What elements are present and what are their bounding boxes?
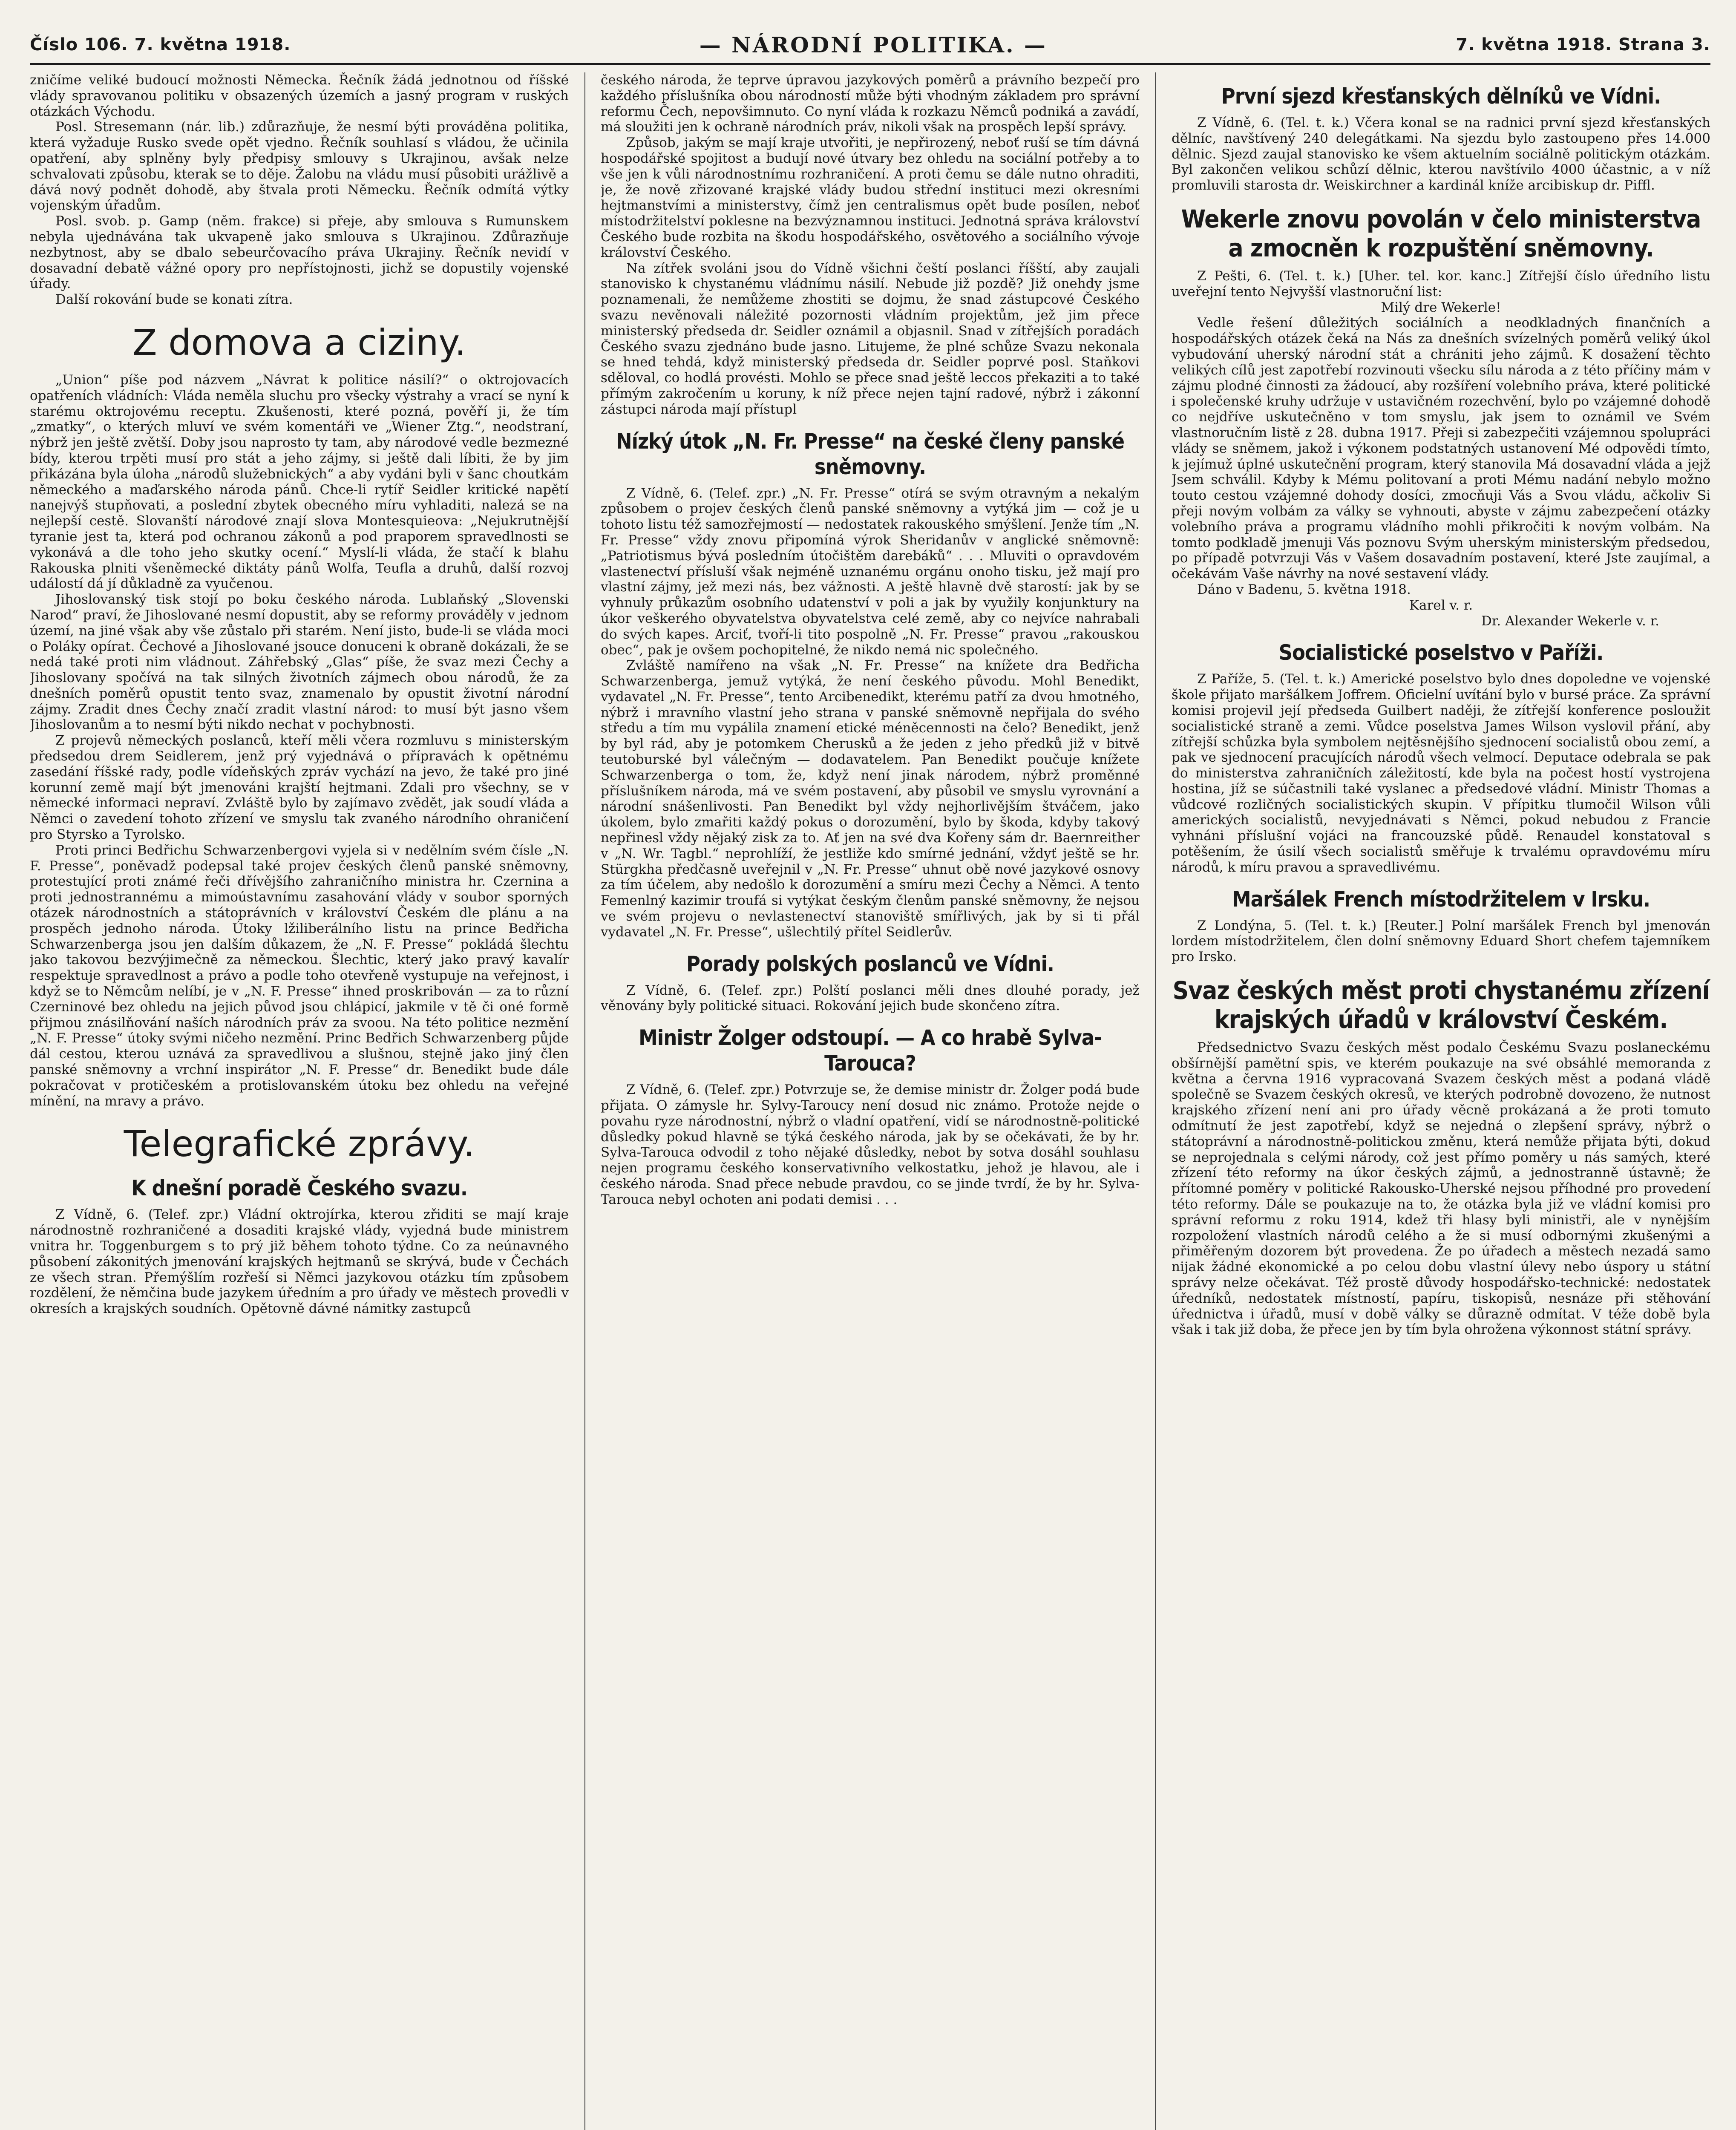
letter-salutation: Milý dre Wekerle! — [1381, 299, 1501, 315]
article-paragraph: Z Londýna, 5. (Tel. t. k.) [Reuter.] Polní maršálek French byl jmenován lordem místodržitelem, člen dolní sněmovny Eduard Short chefem tajemníkem pro Irsko. — [1172, 918, 1710, 965]
article-paragraph: Z Vídně, 6. (Telef. zpr.) Vládní oktrojírka, kterou zřiditi se mají kraje národnostně rozhraničené a dosaditi krajské vlády, vyjedná bude ministrem vnitra hr. Toggenburgem s to prý již během tohoto týdne. Co za neúnavného působení zákonitých jmenování krajských hejtmanů se skrývá, bude v Čechách ze všech stran. Přemýšlím rozřeší si Němci jazykovou otázku tím způsobem rozdělení, že němčina bude jazykem úředním a pro úřady ve městech provedli v okresích a krajských soudních. Opětovně dávné námitky zastupců — [30, 1207, 569, 1317]
newspaper-page — [30, 30, 1710, 2130]
letter-countersignature: Dr. Alexander Wekerle v. r. — [1481, 613, 1659, 629]
article-paragraph: Z Pešti, 6. (Tel. t. k.) [Uher. tel. kor. kanc.] Zítřejší číslo úředního listu uveřejní tento Nejvyšší vlastnoruční list: — [1172, 268, 1710, 299]
masthead-page-number: 7. května 1918. Strana 3. — [1456, 35, 1710, 55]
column-3 — [1172, 72, 1710, 2130]
article-headline: První sjezd křesťanských dělníků ve Vídni. — [1221, 84, 1661, 109]
masthead-issue-date: Číslo 106. 7. května 1918. — [30, 35, 291, 55]
article-paragraph: Z Vídně, 6. (Telef. zpr.) „N. Fr. Presse“ otírá se svým otravným a nekalým způsobem o projev českých členů panské sněmovny a vytýká jim — což je u tohoto listu též samozřejmostí — nedostatek rakouského smýšlení. Jenže tím „N. Fr. Presse“ vždy znovu připomíná výrok Sheridanův v anglické sněmovně: „Patriotismus bývá posledním útočištěm darebáků“ . . . Mluviti o opravdovém vlastenectví přísluší však nejméně uznanému orgánu onoho tisku, jež mají pro vlastní zájmy, jež mezi nás, bez vážnosti. A ještě hlavně dvě starostí: jak by se vyhnuly průkazům osobního udatenství v poli a jak by využily konjunktury na úkor veškerého obyvatelstva obyvatelstva celé země, aby co nejvíce nahrabali do svých kapes. Arciť, tvoří-li tito pospolně „N. Fr. Presse“ pravou „rakouskou obec“, pak je ovšem pochopitelné, že nikdo nemá nic společného. — [601, 485, 1140, 658]
article-paragraph: Jihoslovanský tisk stojí po boku českého národa. Lublaňský „Slovenski Narod“ praví, že Jihoslované nesmí dopustit, aby se reformy prováděly v jednom území, na jiné však aby vše zůstalo při starém. Není jisto, bude-li se vláda moci o Poláky opírat. Čechové a Jihoslované jsouce donuceni k obraně dokázali, že se nedá také proti nim vládnout. Záhřebský „Glas“ píše, že svaz mezi Čechy a Jihoslovany spočívá na tak silných životních zájmech obou národů, že za dnešních poměrů opustit tento svaz, znamenalo by opustit životní národní zájmy. Zradit dnes Čechy značí zradit vlastní národ: to musí být jasno všem Jihoslovanům a to nesmí býti nikdo nechat v pochybnosti. — [30, 592, 569, 733]
article-headline: Wekerle znovu povolán v čelo ministerstva a zmocněn k rozpuštění sněmovny. — [1181, 204, 1701, 262]
masthead-rule — [30, 63, 1710, 65]
article-headline: Porady polských poslanců ve Vídni. — [686, 951, 1054, 976]
article-paragraph: Další rokování bude se konati zítra. — [55, 292, 293, 308]
article-paragraph: Posl. svob. p. Gamp (něm. frakce) si přeje, aby smlouva s Rumunskem nebyla ujednávána tak ukvapeně jako smlouva s Ukrajinou. Zdůrazňuje nezbytnost, aby se dbalo sebeurčovacího práva Ukrajiny. Řečník nevidí v dosavadní debatě vážné opory pro nepřístojnosti, jichž se dopustily vojenské úřady. — [30, 213, 569, 292]
article-paragraph: českého národa, že teprve úpravou jazykových poměrů a právního bezpečí pro každého příslušníka obou národností může býti vhodným základem pro správní reformu Čech, nepovšimnuto. Co nyní vláda k rozkazu Němců podniká a zavádí, má sloužiti jen k ochraně národních práv, nikoli však na prospěch lepší správy. — [601, 72, 1140, 135]
letter-signature: Karel v. r. — [1409, 597, 1473, 613]
article-paragraph: Proti princi Bedřichu Schwarzenbergovi vyjela si v nedělním svém čísle „N. F. Presse“, poněvadž podepsal také projev českých členů panské sněmovny, protestující proti známé řeči dřívějšího zahraničního ministra hr. Czernina a proti jednostrannému a mimoústavnímu zasahování vlády v soubor sporných otázek národnostních a státoprávních v království Českém dle plánu a na prospěch jednoho národa. Útoky lžiliberálního listu na prince Bedřicha Schwarzenberga jsou jen dalším důkazem, že „N. F. Presse“ pokládá šlechtu jako takovou bezvýjimečně za německou. Šlechtic, který jako pravý kavalír respektuje spravedlnost a právo a podle toho otevřeně vystupuje na veřejnost, i když se to Němcům nelíbí, je v „N. F. Presse“ ihned proskribován — za to různí Czerninové bez ohledu na jejich původ jsou chlápicí, jakmile v tě či oné formě přijmou znásilňování naších národních práv za svoou. Na této politice nezmění „N. F. Presse“ útoky svými ničeho nezmění. Princ Bedřich Schwarzenberg půjde dál cestou, kterou uznává za spravedlivou a slušnou, stejně jako jiný člen panské sněmovny a vrchní inspirátor „N. F. Presse“ dr. Benedikt bude dále pokračovat v protičeském a protislovanském útoku bez ohledu na veřejné mínění, na mravy a právo. — [30, 842, 569, 1109]
article-paragraph: zničíme veliké budoucí možnosti Německa. Řečník žádá jednotnou od říšské vlády spravovanou politiku v obsazených územích a jasný program v ruských otázkách Východu. — [30, 72, 569, 119]
article-paragraph: Zvláště namířeno na však „N. Fr. Presse“ na knížete dra Bedřicha Schwarzenberga, jemuž vytýká, že není českého původu. Mohl Benedikt, vydavatel „N. Fr. Presse“, tento Arcibenedikt, kterému patří za dvou hmotného, nýbrž i mravního vlastní jeho strana v panské sněmovně nepřijala do svého středu a tím mu vypálila znamení etické méněcennosti na čelo? Benedikt, jenž by byl rád, aby je potomkem Cherusků a že jeden z jeho předků již v bitvě teutoburské byl válečným — dodavatelem. Pan Benedikt poučuje knížete Schwarzenberga o tom, že, když není jinak národem, nýbrž proměnné příslušníkem národa, má ve svém postavení, aby působil ve smyslu vyrovnání a národní snášenlivosti. Pan Benedikt byl vždy nejhorlivějším štváčem, jako úkolem, bylo zmařiti každý pokus o dorozumění, bylo by škoda, kdyby takový nepřinesl vždy nějaký zisk za to. Ať jen na své dva Kořeny sám dr. Baernreither v „N. Wr. Tagbl.“ neprohlíží, že jestliže kdo smírné jednání, vždyť ještě se hr. Stürgkha předčasně uveřejnil v „N. Fr. Presse“ uhnut obě nové jazykové osnovy za tím účelem, aby nedošlo k dorozumění a smíru mezi Čechy a Němci. A tento Femenlný kazimir troufá si vytýkat českým členům panské sněmovny, že nejsou ve svém projevu o nevlastenectví stanoviště smířlivých, jak by si ti přál vydavatel „N. Fr. Presse“, ušlechtilý přítel Seidlerův. — [601, 658, 1140, 940]
article-paragraph: Na zítřek svoláni jsou do Vídně všichni čeští poslanci říšští, aby zaujali stanovisko k chystanému vládnímu násilí. Nebude již pozdě? Již onehdy jsme poznamenali, že nemůžeme zhostiti se dojmu, že snad zástupcové Českého svazu nevěnovali náležité pozornosti vládním projektům, jež jim přece ministerský předseda dr. Seidler oznámil a objasnil. Snad v zítřejších poradách Českého svazu zjednáno bude jasno. Litujeme, že plné schůze Svazu nekonala se hned tehdá, když ministerský předseda dr. Seidler poprvé posl. Staňkovi sděloval, co hodlá provésti. Mohlo se přece snad ještě leccos překaziti a to také přímým zakročením u koruny, k níž přece nejen tajní radové, nýbrž i zákonní zástupci národa mají přístupl — [601, 260, 1140, 417]
article-paragraph: Z Paříže, 5. (Tel. t. k.) Americké poselstvo bylo dnes dopoledne ve vojenské škole přijato maršálkem Joffrem. Oficielní uvítání bylo v bursé práce. Za správní komisi projevil její předseda Guilbert naději, že zítřejší konference posloužit socialistické straně a zemi. Vůdce poselstva James Wilson vyslovil přání, aby zítřejší schůzka byla symbolem nejtěsnějšího sjednocení socialistů obou zemí, a pak ve sjednocení pracujících národů všech velmocí. Deputace odebrala se pak do ministerstva zahraničních záležitostí, kde byla na počest hostí vystrojena hostina, jíž se súčastnili také vyslanec a předsedové vládní. Ministr Thomas a vůdcové rozličných socialistických skupin. V přípitku tlumočil Wilson vůli amerických socialistů, nevyjednávati s Němci, pokud nebudou z Francie vyhnáni příslušní vojáci na francouzské půdě. Renaudel konstatoval s potěšením, že úsilí všech socialistů směřuje k trvalému opravdovému míru národů, k míru pravou a spravedlivému. — [1172, 671, 1710, 875]
column-divider — [584, 72, 585, 2130]
article-paragraph: Z Vídně, 6. (Telef. zpr.) Polští poslanci měli dnes dlouhé porady, jež věnovány byly politické situaci. Rokování jejich bude skončeno zítra. — [601, 982, 1140, 1014]
article-paragraph: Posl. Stresemann (nár. lib.) zdůrazňuje, že nesmí býti prováděna politika, která vyžaduje Rusko svede opět vjedno. Řečník souhlasí s vládou, že učinila opatření, aby splněny byly předpisy smlouvy s Ukrajinou, avšak nelze schvalovati způsobu, kterak se to děje. Žalobu na vládu musí působiti urážlivě a dává nový podnět dohodě, aby štvala proti Německu. Řečník odmítá výtky vojenským úřadům. — [30, 119, 569, 213]
article-paragraph: Z Vídně, 6. (Telef. zpr.) Potvrzuje se, že demise ministr dr. Žolger podá bude přijata. O zámysle hr. Sylvy-Taroucy není dosud nic známo. Protože nejde o povahu ryze národnostní, nýbrž o vladní opatření, vidí se národnostně-politické důsledky pokud hlavně se týká českého národa, jak by se očekávati, že by hr. Sylva-Tarouca odvodil z toho nějaké důsledky, nebot by sotva dosáhl souhlasu nejen programu českého konservativního velkostatku, jehož je hlavou, ale i českého národa. Snad přece nebude pravdou, co se jinde tvrdí, že by hr. Sylva-Tarouca nebyl ochoten ani podati demisi . . . — [601, 1082, 1140, 1207]
masthead-title: — NÁRODNÍ POLITIKA. — — [699, 32, 1047, 58]
article-paragraph: Z Vídně, 6. (Tel. t. k.) Včera konal se na radnici první sjezd křesťanských dělníc, navštívený 240 delegátkami. Na sjezdu bylo zastoupeno přes 14.000 dělnic. Sjezd zaujal stanovisko ke všem aktuelním sociálně politickým otázkám. Byl zakončen velikou schůzí dělnic, kterou navštívilo 4000 účastnic, a v níž promluvili starosta dr. Weiskirchner a kardinál kníže arcibiskup dr. Piffl. — [1172, 115, 1710, 193]
masthead — [30, 30, 1710, 60]
article-paragraph: Předsednictvo Svazu českých měst podalo Českému Svazu poslaneckému obšírnější pamětní spis, ve kterém poukazuje na své obsáhlé memoranda z května a června 1916 vypracovaná Svazem českých měst a podaná vládě společně se Svazem českých okresů, ve kterých podrobně dovozeno, že nutnost krajského zřízení není ani pro úřady věcně prokázaná a že proti tomuto odmítnutí že jest zapotřebí, když se nejedná o zlepšení správy, nýbrž o státoprávní a národnostně-politickou změnu, která nemůže přijata býti, dokud se neprojednala s celými národy, což jest přímo poměry u nás samých, které zřízení této reformy na úkor českých zájmů, a jednostranně ústavně; že přítomné poměry v politické Rakousko-Uherské nejsou příhodné pro provedení této reformy. Dále se poukazuje na to, že otázka byla již ve vládní komisi pro správní reformu z roku 1914, kdež tři hlasy byli ministři, ale v nynějším rozpoložení vlastních národů celého a že si musí odbornými zkušenými a přiměřeným dozorem být provedena. Že po úřadech a městech nezadá samo nijak žádné ekonomické a po celou dobu vlastní úlevy nebo úspory u státní správy nelze očekávat. Též prostě důvody hospodářsko-technické: nedostatek úředníků, nedostatek místností, papíru, tiskopisů, nesnáze při stěhování úřednictva i úřadů, musí v době války se důrazně odmítat. V téže době byla však i tak již doba, že přece jen by tím byla ohrožena výkonnost státní správy. — [1172, 1040, 1710, 1338]
article-paragraph: „Union“ píše pod názvem „Návrat k politice násilí?“ o oktrojovacích opatřeních vládních: Vláda neměla sluchu pro všecky výstrahy a vrací se nyní k starému oktrojovému receptu. Zkušenosti, které pozná, pověří ji, že tím „zmatky“, o kterých mluví ve svém komentáři ve „Wiener Ztg.“, neodstraní, nýbrž jen ještě zvětší. Doby jsou naprosto ty tam, aby národové vedle bezmezné bídy, kterou trpěti musí pro stát a jeho zájmy, si ještě dali líbiti, že by jim přikázána byla úloha „národů služebnických“ a aby vydáni byli v šanc choutkám německého a maďarského národa pánů. Chce-li rytíř Seidler kritické napětí nanejvýš stupňovati, a poslední zbytek obecného míru vyhladiti, nalezá se na nejlepší cestě. Slovanští národové znají slova Montesquieova: „Nejukrutnější tyranie jest ta, která pod ochranou zákonů a pod praporem spravedlnosti se vykonává a dle toho jeho skutky ocení.“ Myslí-li vláda, že stačí k blahu Rakouska plniti všeněmecké diktáty pánů Wolfa, Teufla a druhů, další rozvoj událostí dá jí důkladně za vyučenou. — [30, 372, 569, 592]
section-heading: Telegrafické zprávy. — [124, 1123, 475, 1165]
article-paragraph: Z projevů německých poslanců, kteří měli včera rozmluvu s ministerským předsedou drem Seidlerem, jenž prý vyjednává o přípravách k opětnému zasedání říšské rady, podle vídeňských zpráv vychází na jevo, že také pro jiné korunní země mají být jmenováni krajští hejtmani. Zdali pro všechny, se v německé informaci nepraví. Zvláště bylo by zajímavo zvědět, jak soudí vláda a Němci o zavedení tohoto zřízení ve smyslu tak zvaného národního ohraničení pro Styrsko a Tyrolsko. — [30, 733, 569, 843]
column-2 — [601, 72, 1140, 2130]
article-paragraph: Vedle řešení důležitých sociálních a neodkladných finančních a hospodářských otázek čeká na Nás za dnešních svízelných poměrů veliký úkol vybudování uherský národní stát a chrániti jeho zájmů. K dosažení těchto velikých cílů jest zapotřebí rozvinouti všecku sílu národa a z této příčiny mám v zájmu plodné činnosti za žádoucí, aby rozšíření volebního práva, které politické i společenské kruhy udržuje v ustavičném rozechvění, bylo po vzájemné dohodě co nejdříve uskutečněno v tom smyslu, jak jsem to oznámil ve Svém vlastnoručním listě z 28. dubna 1917. Přeji si zabezpečiti vzájemnou spolupráci vlády se sněmem, jakož i výkonem podstatných ustanovení Mé odpovědi tímto, k jejímuž úplné uskutečnění program, který stanovila Má dosavadní vláda a jejž Jsem schválil. Kdyby k Mému politovaní a proti Mému nadání nebylo možno touto cestou vzájemné dohody dosíci, zmocňuji Vás a Svou vládu, ačkoliv Si přeji novým volbám za války se vyhnouti, abyste v zájmu zabezpečení otázky volebního práva a programu vládního mohli přikročiti k novým volbám. Na tomto podkladě jmenuji Vás poznovu Svým uherským ministerským předsedou, po případě potvrzuji Vás v Vašem dosavadním postavení, které Jste zaujímal, a očekávám Vaše návrhy na nové sestavení vlády. — [1172, 315, 1710, 582]
article-headline: Nízký útok „N. Fr. Presse“ na české členy panské sněmovny. — [616, 429, 1125, 479]
column-1 — [30, 72, 569, 2130]
article-headline: Ministr Žolger odstoupí. — A co hrabě Sylva-Tarouca? — [639, 1025, 1102, 1076]
article-headline: Svaz českých měst proti chystanému zřízení krajských úřadů v království Českém. — [1172, 976, 1710, 1034]
article-paragraph: Způsob, jakým se mají kraje utvořiti, je nepřirozený, neboť ruší se tím dávná hospodářské spojitost a budují nové útvary bez ohledu na sociální potřeby a to vše jen k vůli národnostnímu rozhraničení. A proti čemu se dále nutno ohraditi, je, že nově zřizované krajské vlády budou střední instituci mezi okresními hejtmanstvími a ministerstvy, čímž jen centralismus opět bude posílen, neboť místodržitelství poklesne na bezvýznamnou instituci. Jednotná správa království Českého bude rozbita na škodu hospodářského, osvětového a sociálního vývoje království Českého. — [601, 135, 1140, 260]
article-headline: Socialistické poselstvo v Paříži. — [1278, 640, 1604, 665]
section-heading: Z domova a ciziny. — [132, 321, 466, 363]
article-headline: K dnešní poradě Českého svazu. — [131, 1176, 467, 1201]
article-headline: Maršálek French místodržitelem v Irsku. — [1232, 887, 1650, 912]
letter-dateline: Dáno v Badenu, 5. května 1918. — [1197, 581, 1411, 597]
column-divider — [1155, 72, 1156, 2130]
